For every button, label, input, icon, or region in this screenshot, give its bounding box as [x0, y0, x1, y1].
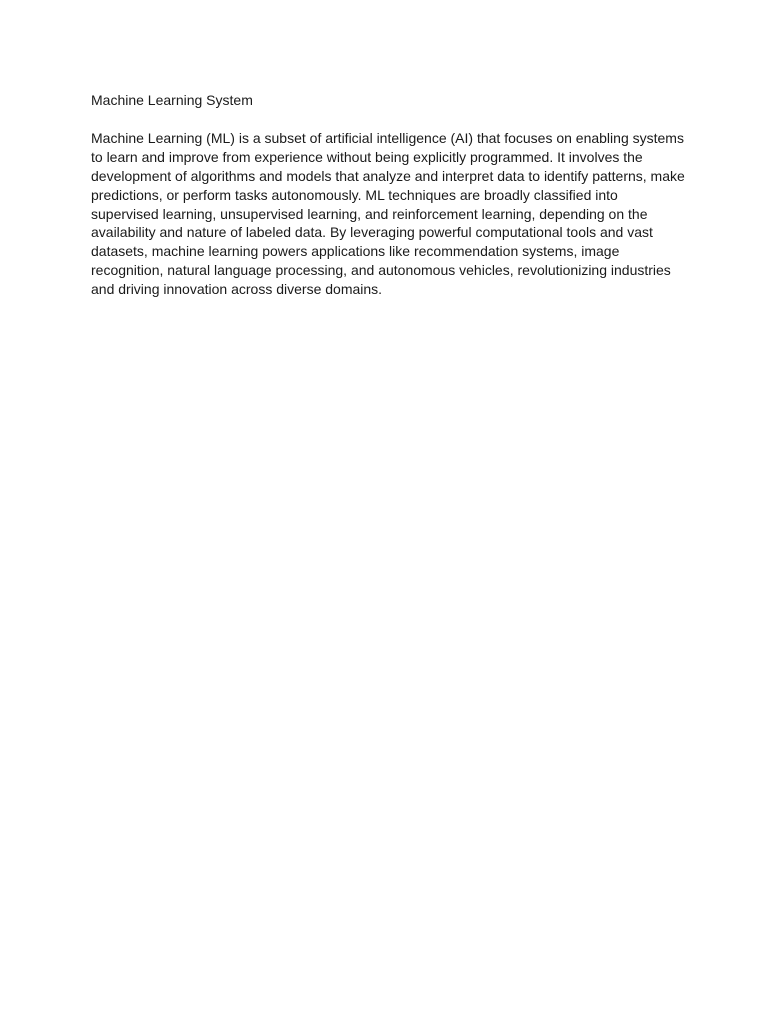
paragraph-line: recognition, natural language processing, and autonomous vehicles, revolutionizing industries — [91, 262, 671, 279]
paragraph-line: predictions, or perform tasks autonomously. ML techniques are broadly classified into — [91, 186, 618, 203]
paragraph-line: Machine Learning (ML) is a subset of artificial intelligence (AI) that focuses on enabling systems — [91, 129, 684, 146]
paragraph-line: datasets, machine learning powers applications like recommendation systems, image — [91, 243, 620, 260]
document-title: Machine Learning System — [91, 92, 253, 108]
paragraph-line: supervised learning, unsupervised learning, and reinforcement learning, depending on the — [91, 205, 648, 222]
paragraph-line: to learn and improve from experience without being explicitly programmed. It involves the — [91, 148, 643, 165]
paragraph-line: and driving innovation across diverse domains. — [91, 281, 383, 298]
paragraph-line: availability and nature of labeled data. By leveraging powerful computational tools and vast — [91, 224, 653, 241]
paragraph-line: development of algorithms and models that analyze and interpret data to identify patterns, make — [91, 167, 685, 184]
document-body — [91, 91, 691, 299]
body-paragraph — [91, 129, 691, 299]
